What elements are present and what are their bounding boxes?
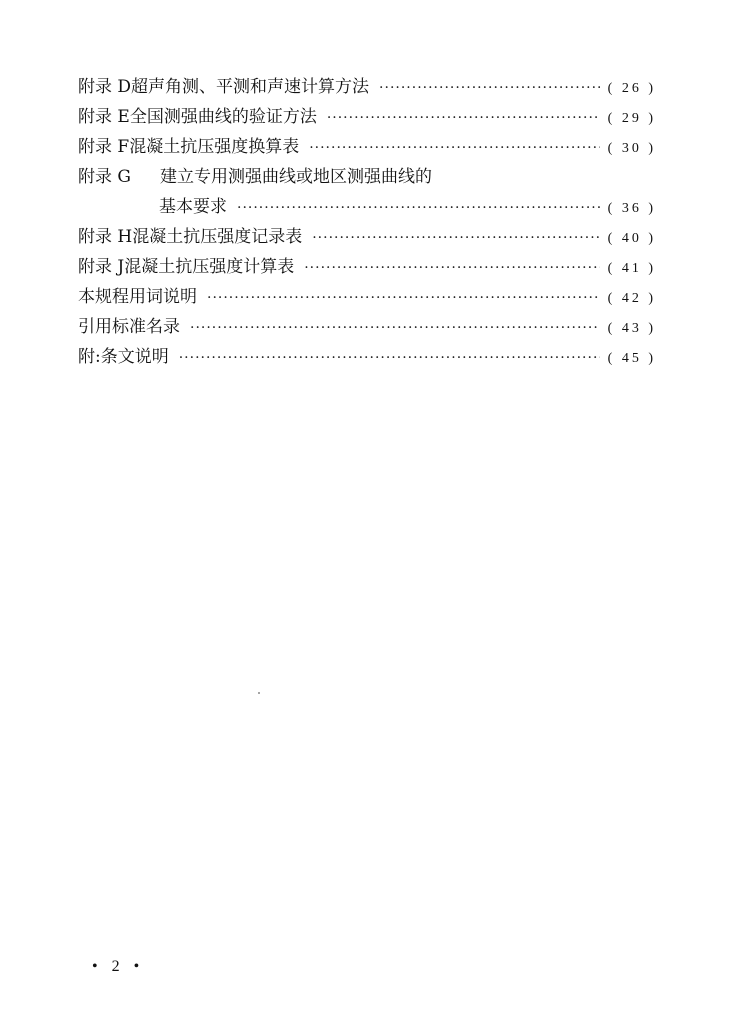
table-of-contents: [78, 72, 656, 372]
dot-leader: [312, 223, 599, 253]
page-number: • 2 •: [92, 958, 145, 975]
toc-entry-title: 建立专用测强曲线或地区测强曲线的: [160, 167, 432, 187]
dot-leader: [237, 193, 600, 223]
toc-entry-prefix: 附录 F: [78, 137, 130, 157]
toc-entry-page: ( 42 ): [607, 291, 656, 306]
toc-entry-prefix: 附录 G: [78, 167, 131, 187]
toc-entry-appendix-g-continued[interactable]: [78, 192, 656, 222]
dot-leader: [304, 253, 599, 283]
toc-entry-page: ( 41 ): [607, 261, 656, 276]
dot-leader: [207, 283, 600, 313]
toc-entry-page: ( 36 ): [607, 201, 656, 216]
toc-entry-title: 全国测强曲线的验证方法: [129, 107, 317, 127]
toc-entry-page: ( 40 ): [607, 231, 656, 246]
toc-entry-page: ( 45 ): [607, 351, 656, 366]
toc-entry-page: ( 26 ): [607, 81, 656, 96]
dot-leader: [190, 313, 600, 343]
toc-entry-commentary[interactable]: [78, 342, 656, 372]
toc-entry-page: ( 29 ): [607, 111, 656, 126]
toc-entry-title: 引用标准名录: [78, 317, 180, 337]
toc-entry-title: 超声角测、平测和声速计算方法: [131, 77, 370, 97]
toc-entry-prefix: 附录 E: [78, 107, 130, 127]
toc-entry-appendix-f[interactable]: [78, 132, 656, 162]
toc-entry-appendix-j[interactable]: [78, 252, 656, 282]
toc-entry-appendix-e[interactable]: [78, 102, 656, 132]
toc-entry-title: 混凝土抗压强度换算表: [129, 137, 300, 157]
toc-entry-title: 本规程用词说明: [78, 287, 197, 307]
toc-entry-terminology[interactable]: [78, 282, 656, 312]
toc-entry-prefix: 附录 J: [78, 257, 125, 277]
toc-entry-appendix-d[interactable]: [78, 72, 656, 102]
toc-entry-title: 混凝土抗压强度记录表: [132, 227, 303, 247]
dot-leader: [379, 73, 600, 103]
toc-entry-title: 基本要求: [159, 197, 227, 217]
toc-entry-appendix-g[interactable]: [78, 162, 656, 192]
dot-leader: [327, 103, 600, 133]
scan-speck: [258, 692, 260, 694]
dot-leader: [179, 343, 600, 373]
toc-entry-page: ( 43 ): [607, 321, 656, 336]
toc-entry-title: 附:条文说明: [78, 347, 169, 367]
toc-entry-page: ( 30 ): [607, 141, 656, 156]
toc-entry-title: 混凝土抗压强度计算表: [124, 257, 295, 277]
toc-entry-appendix-h[interactable]: [78, 222, 656, 252]
toc-entry-prefix: 附录 D: [78, 77, 132, 97]
toc-entry-referenced-standards[interactable]: [78, 312, 656, 342]
dot-leader: [309, 133, 599, 163]
toc-entry-prefix: 附录 H: [78, 227, 133, 247]
